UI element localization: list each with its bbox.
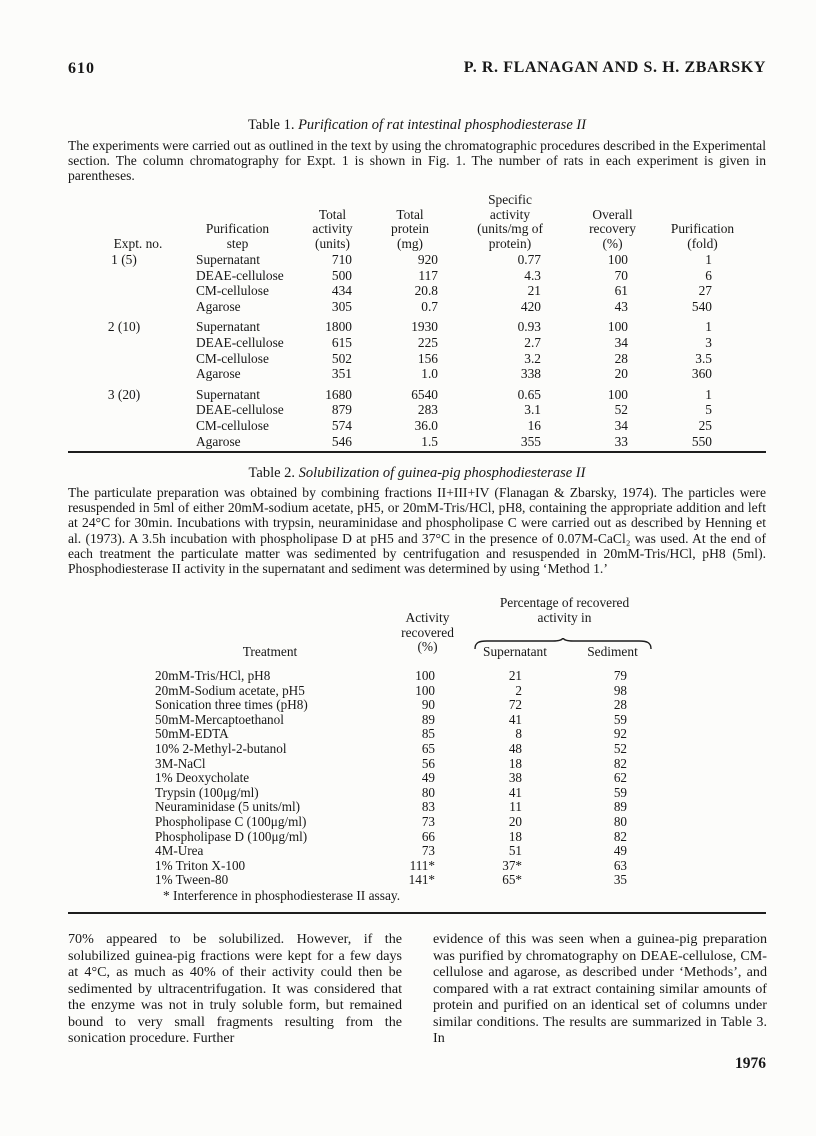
table2-row xyxy=(155,843,665,858)
page-number: 610 xyxy=(68,60,95,77)
table1-cell: 5 xyxy=(705,402,712,418)
table2-cell: 100 xyxy=(415,668,435,683)
table1-cell: 0.93 xyxy=(517,319,541,335)
table2-subheader-supernatant: Supernatant xyxy=(483,644,547,659)
table1-column-header-line: protein xyxy=(391,221,429,237)
table1-header xyxy=(68,193,750,251)
table2-cell: 51 xyxy=(508,843,522,859)
table2-cell: 141* xyxy=(408,872,435,888)
table2-row xyxy=(155,799,665,814)
running-head-authors: P. R. FLANAGAN AND S. H. ZBARSKY xyxy=(463,59,766,76)
table1-cell: 0.77 xyxy=(517,252,541,267)
activity-header-line1: Activity xyxy=(405,610,450,625)
table1-column-header-line: Expt. no. xyxy=(113,235,163,251)
table1-caption: The experiments were carried out as outlined in the text by using the chromatographic procedures described in the Experimental section. The column chromatography for Expt. 1 is shown in Fig. 1. The number of rats in each experiment is given in parentheses. xyxy=(68,138,766,184)
table1-row xyxy=(68,434,750,450)
table2-cell: 11 xyxy=(509,799,522,815)
table1-column-header-line: (mg) xyxy=(396,235,424,251)
table1-cell: 355 xyxy=(520,433,541,449)
table1-row xyxy=(68,387,750,403)
table2-treatment-cell: 20mM-Tris/HCl, pH8 xyxy=(155,668,271,683)
table2-row xyxy=(155,858,665,873)
table1-cell: 351 xyxy=(331,366,352,382)
table2-subheader-sediment: Sediment xyxy=(587,644,638,659)
table2-treatment-header: Treatment xyxy=(242,644,298,659)
horizontal-rule-top xyxy=(68,451,766,453)
table1-row xyxy=(68,252,750,268)
table2-cell: 41 xyxy=(508,711,522,727)
table1-cell: 550 xyxy=(691,433,712,449)
body-text-left-column: 70% appeared to be solubilized. However, if the solubilized guinea-pig fractions were kept for a few days at 4°C, as much as 40% of their activity could then be sedimented by ultracentrifugation. It was considered that the enzyme was not in truly soluble form, but remained bound to very small fragments resulting from the sonication procedure. Further xyxy=(68,931,402,1046)
table1-cell: 3 xyxy=(705,334,712,350)
table1-cell: Supernatant xyxy=(196,319,260,335)
table1-cell: 420 xyxy=(520,298,541,314)
table1-cell: Agarose xyxy=(196,433,241,449)
table2-cell: 92 xyxy=(613,726,627,742)
table1-cell: 360 xyxy=(691,366,712,382)
table2-treatment-cell: 4M-Urea xyxy=(155,843,204,859)
table1-cell: 502 xyxy=(331,350,352,366)
table1-cell: DEAE-cellulose xyxy=(196,334,284,350)
table1-cell: 1.0 xyxy=(421,366,438,382)
table2-cell: 79 xyxy=(613,668,627,683)
table1-cell: 4.3 xyxy=(524,267,541,283)
table2-cell: 56 xyxy=(421,755,435,771)
table1-cell: 0.65 xyxy=(517,386,541,402)
table1-column-header-line: protein) xyxy=(488,235,532,251)
table1-cell: 3.2 xyxy=(524,350,541,366)
table2-treatment-cell: 20mM-Sodium acetate, pH5 xyxy=(155,682,305,698)
table1-cell: 16 xyxy=(527,417,541,433)
table2-title-italic: Solubilization of guinea-pig phosphodiesterase II xyxy=(298,465,586,481)
table1-cell: 1.5 xyxy=(421,433,438,449)
table2-cell: 8 xyxy=(515,726,522,742)
table1-cell: 1 xyxy=(705,319,712,335)
table1-cell: Agarose xyxy=(196,298,241,314)
table1-cell: 283 xyxy=(417,402,438,418)
table2-cell: 2 xyxy=(515,682,522,698)
table2-row xyxy=(155,872,665,887)
table1-cell: 117 xyxy=(418,267,438,283)
table1-body xyxy=(68,252,750,449)
table1-cell: 546 xyxy=(331,433,352,449)
table2-treatment-cell: 10% 2-Methyl-2-butanol xyxy=(155,740,287,756)
table1-cell: 21 xyxy=(527,283,541,299)
table1-row xyxy=(68,319,750,335)
table1-cell: 920 xyxy=(417,252,438,267)
table1-expt-cell: 2 (10) xyxy=(107,319,141,335)
table1-cell: 1800 xyxy=(325,319,352,335)
table2-label: Table 2. xyxy=(248,465,296,481)
table2-treatment-cell: 1% Triton X-100 xyxy=(155,857,246,873)
table1-cell: 434 xyxy=(331,283,352,299)
table1-column-header xyxy=(68,237,180,252)
table1-cell: 0.7 xyxy=(421,298,438,314)
table1-label: Table 1. xyxy=(247,117,295,133)
table2-row xyxy=(155,668,665,683)
table1-cell: Agarose xyxy=(196,366,241,382)
table2-cell: 52 xyxy=(613,740,627,756)
table1-column-header-line: Total xyxy=(318,206,347,222)
table2-cell: 35 xyxy=(613,872,627,888)
table2-activity-header xyxy=(385,611,470,655)
table1-column-header xyxy=(570,208,655,252)
table1-cell: 225 xyxy=(417,334,438,350)
table1-title xyxy=(68,117,766,134)
table2-cell: 83 xyxy=(421,799,435,815)
table1-cell: 61 xyxy=(614,283,628,299)
table1-column-header-line: Specific xyxy=(488,192,532,207)
table1-cell: 100 xyxy=(607,319,628,335)
table1-cell: 305 xyxy=(331,298,352,314)
table2-cell: 111* xyxy=(409,857,435,873)
table2-cell: 82 xyxy=(613,828,627,844)
table2-cell: 20 xyxy=(508,813,522,829)
table2-cell: 80 xyxy=(421,784,435,800)
table1-cell: 52 xyxy=(614,402,628,418)
table1-column-header xyxy=(180,222,295,251)
table2-cell: 41 xyxy=(508,784,522,800)
table1-cell: 34 xyxy=(614,417,628,433)
table1-column-header-line: (units) xyxy=(315,235,350,251)
table2-row xyxy=(155,756,665,771)
table1-cell: 879 xyxy=(331,402,352,418)
table2-cell: 82 xyxy=(613,755,627,771)
table2-row xyxy=(155,726,665,741)
table2-cell: 89 xyxy=(613,799,627,815)
table1-cell: 500 xyxy=(331,267,352,283)
table2-treatment-cell: Neuraminidase (5 units/ml) xyxy=(155,799,301,815)
table2-treatment-cell: Phospholipase D (100μg/ml) xyxy=(155,828,308,844)
table1-row xyxy=(68,299,750,315)
table1-column-header-line: (units/mg of xyxy=(477,221,543,237)
span-header-line1: Percentage of recovered xyxy=(499,595,630,610)
table1-row xyxy=(68,283,750,299)
table1-column-header-line: recovery xyxy=(589,221,636,237)
table2-cell: 48 xyxy=(508,740,522,756)
table1-column-header xyxy=(450,193,570,251)
table2-cell: 72 xyxy=(508,697,522,713)
table1-cell: 100 xyxy=(607,386,628,402)
table1-cell: 33 xyxy=(614,433,628,449)
table1-cell: 20 xyxy=(614,366,628,382)
table1-row xyxy=(68,418,750,434)
table2-treatment-cell: Phospholipase C (100μg/ml) xyxy=(155,813,307,829)
table1-column-header xyxy=(295,208,370,252)
table1-column-header-line: (fold) xyxy=(687,235,718,251)
table2-cell: 37* xyxy=(502,857,522,873)
activity-header-line2: recovered xyxy=(401,624,454,640)
table2-treatment-cell: Trypsin (100μg/ml) xyxy=(155,784,259,800)
table2-row xyxy=(155,829,665,844)
table1-column-header-line: Purification xyxy=(205,221,270,237)
table1-cell: 27 xyxy=(698,283,712,299)
table1-cell: 3.5 xyxy=(695,350,712,366)
table1-cell: Supernatant xyxy=(196,386,260,402)
table2-cell: 90 xyxy=(421,697,435,713)
table1-column-header-line: Purification xyxy=(670,221,735,237)
table1-cell: 20.8 xyxy=(414,283,438,299)
table1-cell: 574 xyxy=(331,417,352,433)
table1-title-italic: Purification of rat intestinal phosphodiesterase II xyxy=(298,117,587,133)
table1-row xyxy=(68,351,750,367)
table1-row xyxy=(68,366,750,382)
table2-cell: 21 xyxy=(508,668,522,683)
table1-cell: CM-cellulose xyxy=(196,417,269,433)
table1-column-header-line: activity xyxy=(489,206,531,222)
table1-cell: 1680 xyxy=(325,386,352,402)
table2-cell: 80 xyxy=(613,813,627,829)
table1-cell: DEAE-cellulose xyxy=(196,402,284,418)
table1-expt-cell: 1 (5) xyxy=(111,252,137,267)
table1-column-header xyxy=(655,222,750,251)
table1-cell: 6540 xyxy=(411,386,438,402)
table1-cell: DEAE-cellulose xyxy=(196,267,284,283)
table2-span-header xyxy=(462,596,667,625)
table2-treatment-cell: 1% Tween-80 xyxy=(155,872,229,888)
table2-row xyxy=(155,785,665,800)
table1-cell: 3.1 xyxy=(524,402,541,418)
table2-row xyxy=(155,683,665,698)
table2-cell: 100 xyxy=(415,682,435,698)
table2-cell: 59 xyxy=(613,784,627,800)
table1-cell: 100 xyxy=(607,252,628,267)
table2-treatment-cell: 1% Deoxycholate xyxy=(155,770,250,786)
table2-cell: 66 xyxy=(421,828,435,844)
table1-cell: 43 xyxy=(614,298,628,314)
table1-cell: 70 xyxy=(614,267,628,283)
table1-cell: 34 xyxy=(614,334,628,350)
table2-title xyxy=(68,465,766,482)
table1-column-header xyxy=(370,208,450,252)
table2-row xyxy=(155,697,665,712)
table1-cell: 615 xyxy=(331,334,352,350)
table1-row xyxy=(68,268,750,284)
table2-treatment-cell: Sonication three times (pH8) xyxy=(155,697,308,713)
table1-cell: 36.0 xyxy=(414,417,438,433)
table2-cell: 65 xyxy=(421,740,435,756)
table2-cell: 98 xyxy=(613,682,627,698)
table1-column-header-line: Overall xyxy=(592,206,633,222)
horizontal-rule-bottom xyxy=(68,912,766,914)
table2-treatment-cell: 50mM-Mercaptoethanol xyxy=(155,711,284,727)
table2-cell: 73 xyxy=(421,813,435,829)
table1-cell: 6 xyxy=(705,267,712,283)
table2-cell: 38 xyxy=(508,770,522,786)
table1-cell: 1 xyxy=(705,252,712,267)
table2-caption: The particulate preparation was obtained by combining fractions II+III+IV (Flanagan & Zbarsky, 1974). The particles were resuspended in 5ml of either 20mM-sodium acetate, pH5, or 20mM-Tris/HCl, pH8, containing the appropriate addition and left at 24°C for 30min. Incubations with trypsin, neuraminidase and phospholipase C were carried out as described by Henning et al. (1973). A 3.5h incubation with phospholipase D at pH5 and 37°C in the presence of 0.07M-CaCl₂ was used. At the end of each treatment the particulate matter was sedimented by centrifugation and resuspended in 20mM-Tris/HCl, pH8 (5ml). Phosphodiesterase II activity in the supernatant and sediment was determined by using ‘Method 1.’ xyxy=(68,485,766,577)
table1-cell: CM-cellulose xyxy=(196,350,269,366)
activity-header-line3: (%) xyxy=(417,639,438,655)
table1-cell: 1930 xyxy=(411,319,438,335)
table2-cell: 89 xyxy=(421,711,435,727)
table1-cell: Supernatant xyxy=(196,252,260,267)
table2-treatment-cell: 3M-NaCl xyxy=(155,755,206,771)
table1-cell: 28 xyxy=(614,350,628,366)
table1-row xyxy=(68,335,750,351)
table1-cell: 156 xyxy=(417,350,438,366)
table1-column-header-line: (%) xyxy=(602,235,623,251)
table1-cell: 2.7 xyxy=(524,334,541,350)
body-text-right-column: evidence of this was seen when a guinea-pig preparation was purified by chromatography on DEAE-cellulose, CM-cellulose and agarose, as described under ‘Methods’, and compared with a rat extract containing similar amounts of protein and purified on an identical set of columns under similar conditions. The results are summarized in Table 3. In xyxy=(433,931,767,1046)
span-header-line2: activity in xyxy=(537,609,592,625)
table2-row xyxy=(155,741,665,756)
table2-cell: 18 xyxy=(508,755,522,771)
table2-cell: 49 xyxy=(421,770,435,786)
table1-cell: 710 xyxy=(331,252,352,267)
table1-cell: 1 xyxy=(705,386,712,402)
table1-cell: 540 xyxy=(691,298,712,314)
year-footer: 1976 xyxy=(735,1055,766,1072)
table2-cell: 63 xyxy=(613,857,627,873)
table2-treatment-cell: 50mM-EDTA xyxy=(155,726,229,742)
table1-cell: 338 xyxy=(520,366,541,382)
table2-row xyxy=(155,770,665,785)
table2-cell: 28 xyxy=(613,697,627,713)
table1-column-header-line: step xyxy=(226,235,249,251)
table2-body xyxy=(155,668,665,887)
table1-cell: 25 xyxy=(698,417,712,433)
table2-cell: 73 xyxy=(421,843,435,859)
table1-expt-cell: 3 (20) xyxy=(107,386,141,402)
table2-footnote: * Interference in phosphodiesterase II assay. xyxy=(163,888,401,903)
table2-cell: 85 xyxy=(421,726,435,742)
table1-cell: CM-cellulose xyxy=(196,283,269,299)
table2-cell: 62 xyxy=(613,770,627,786)
table1-row xyxy=(68,402,750,418)
table2-cell: 49 xyxy=(613,843,627,859)
table2-cell: 65* xyxy=(502,872,522,888)
table1-column-header-line: Total xyxy=(396,206,424,222)
table1-column-header-line: activity xyxy=(312,221,353,237)
table2-row xyxy=(155,814,665,829)
table2-cell: 59 xyxy=(613,711,627,727)
table2-row xyxy=(155,712,665,727)
table2-cell: 18 xyxy=(508,828,522,844)
